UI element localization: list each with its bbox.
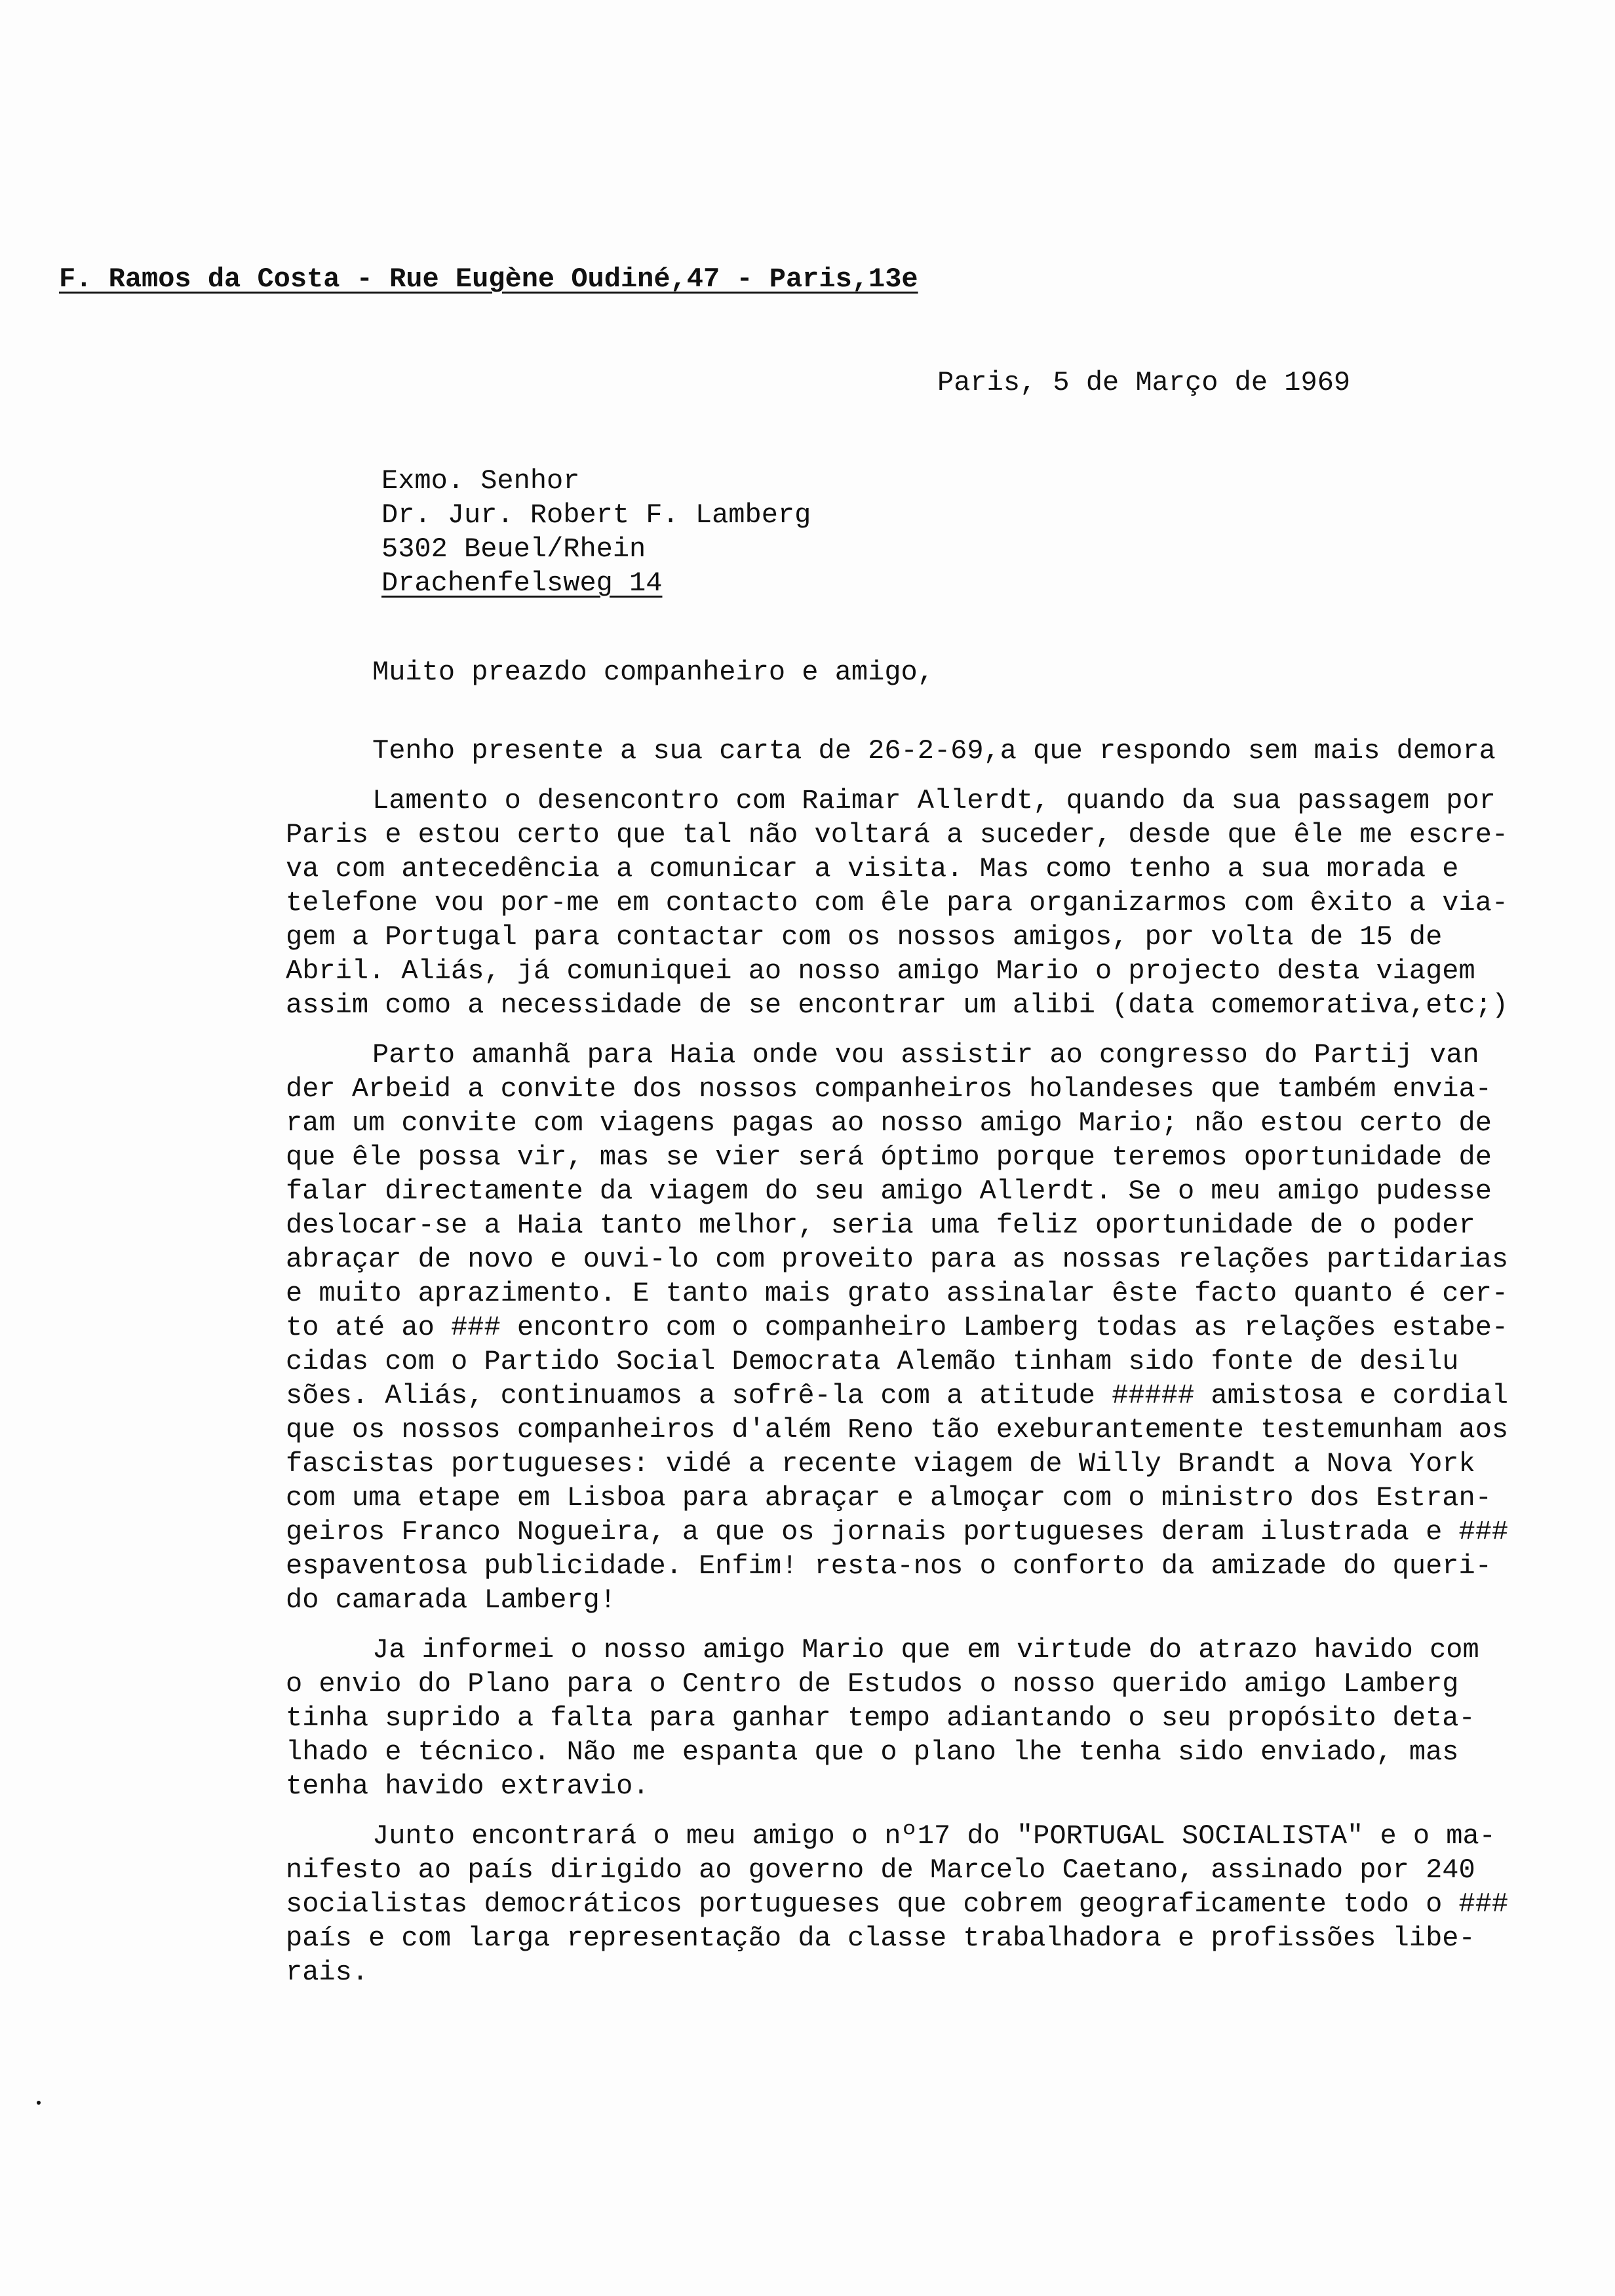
- recipient-line: Dr. Jur. Robert F. Lamberg: [381, 499, 811, 531]
- text-line: país e com larga representação da classe trabalhadora e profissões libe-: [286, 1923, 1475, 1954]
- text-line: do camarada Lamberg!: [286, 1584, 617, 1616]
- salutation: Muito preazdo companheiro e amigo,: [372, 657, 934, 688]
- date-line: Paris, 5 de Março de 1969: [937, 367, 1351, 398]
- text-line: to até ao ### encontro com o companheiro Lamberg todas as relações estabe-: [286, 1312, 1509, 1343]
- text-line: sões. Aliás, continuamos a sofrê-la com a atitude ##### amistosa e cordial: [286, 1380, 1509, 1411]
- text-line: o envio do Plano para o Centro de Estudos o nosso querido amigo Lamberg: [286, 1668, 1459, 1700]
- text-line: Abril. Aliás, já comuniquei ao nosso amigo Mario o projecto desta viagem: [286, 955, 1475, 987]
- text-line: que êle possa vir, mas se vier será óptimo porque teremos oportunidade de: [286, 1141, 1492, 1173]
- text-line: fascistas portugueses: vidé a recente viagem de Willy Brandt a Nova York: [286, 1448, 1475, 1480]
- text-line: deslocar-se a Haia tanto melhor, seria uma feliz oportunidade de o poder: [286, 1210, 1475, 1241]
- text-line: tinha suprido a falta para ganhar tempo adiantando o seu propósito deta-: [286, 1702, 1475, 1734]
- text-line: tenha havido extravio.: [286, 1770, 650, 1802]
- recipient-line: Exmo. Senhor: [381, 465, 580, 497]
- text-line: falar directamente da viagem do seu amigo Allerdt. Se o meu amigo pudesse: [286, 1176, 1492, 1207]
- text-line: e muito aprazimento. E tanto mais grato assinalar êste facto quanto é cer-: [286, 1278, 1509, 1309]
- text-line: nifesto ao país dirigido ao governo de Marcelo Caetano, assinado por 240: [286, 1854, 1475, 1886]
- text-line: abraçar de novo e ouvi-lo com proveito para as nossas relações partidarias: [286, 1244, 1509, 1275]
- letterhead: F. Ramos da Costa - Rue Eugène Oudiné,47 - Paris,13e: [59, 263, 918, 295]
- text-line: cidas com o Partido Social Democrata Alemão tinham sido fonte de desilu: [286, 1346, 1459, 1377]
- text-line: assim como a necessidade de se encontrar um alibi (data comemorativa,etc;): [286, 989, 1509, 1021]
- text-line: ram um convite com viagens pagas ao nosso amigo Mario; não estou certo de: [286, 1107, 1492, 1139]
- text-line: geiros Franco Nogueira, a que os jornais portugueses deram ilustrada e ###: [286, 1516, 1509, 1548]
- text-line: rais.: [286, 1957, 369, 1988]
- margin-mark: [37, 2101, 41, 2105]
- text-line: Lamento o desencontro com Raimar Allerdt, quando da sua passagem por: [372, 785, 1496, 816]
- recipient-line: 5302 Beuel/Rhein: [381, 533, 646, 565]
- text-line: que os nossos companheiros d'além Reno tão exeburantemente testemunham aos: [286, 1414, 1509, 1445]
- text-line: com uma etape em Lisboa para abraçar e almoçar com o ministro dos Estran-: [286, 1482, 1492, 1514]
- text-line: Junto encontrará o meu amigo o nº17 do "PORTUGAL SOCIALISTA" e o ma-: [372, 1820, 1496, 1852]
- text-line: espaventosa publicidade. Enfim! resta-nos o conforto da amizade do queri-: [286, 1550, 1492, 1582]
- text-line: der Arbeid a convite dos nossos companheiros holandeses que também envia-: [286, 1073, 1492, 1105]
- text-line: gem a Portugal para contactar com os nossos amigos, por volta de 15 de: [286, 921, 1443, 953]
- text-line: Ja informei o nosso amigo Mario que em virtude do atrazo havido com: [372, 1634, 1479, 1666]
- text-line: lhado e técnico. Não me espanta que o plano lhe tenha sido enviado, mas: [286, 1736, 1459, 1768]
- text-line: Paris e estou certo que tal não voltará a suceder, desde que êle me escre-: [286, 819, 1509, 851]
- text-line: telefone vou por-me em contacto com êle para organizarmos com êxito a via-: [286, 887, 1509, 919]
- text-line: va com antecedência a comunicar a visita. Mas como tenho a sua morada e: [286, 853, 1459, 885]
- text-line: Tenho presente a sua carta de 26-2-69,a que respondo sem mais demora: [372, 735, 1496, 767]
- text-line: Parto amanhã para Haia onde vou assistir ao congresso do Partij van: [372, 1039, 1479, 1071]
- text-line: socialistas democráticos portugueses que cobrem geograficamente todo o ###: [286, 1888, 1509, 1920]
- recipient-line: Drachenfelsweg 14: [381, 567, 663, 599]
